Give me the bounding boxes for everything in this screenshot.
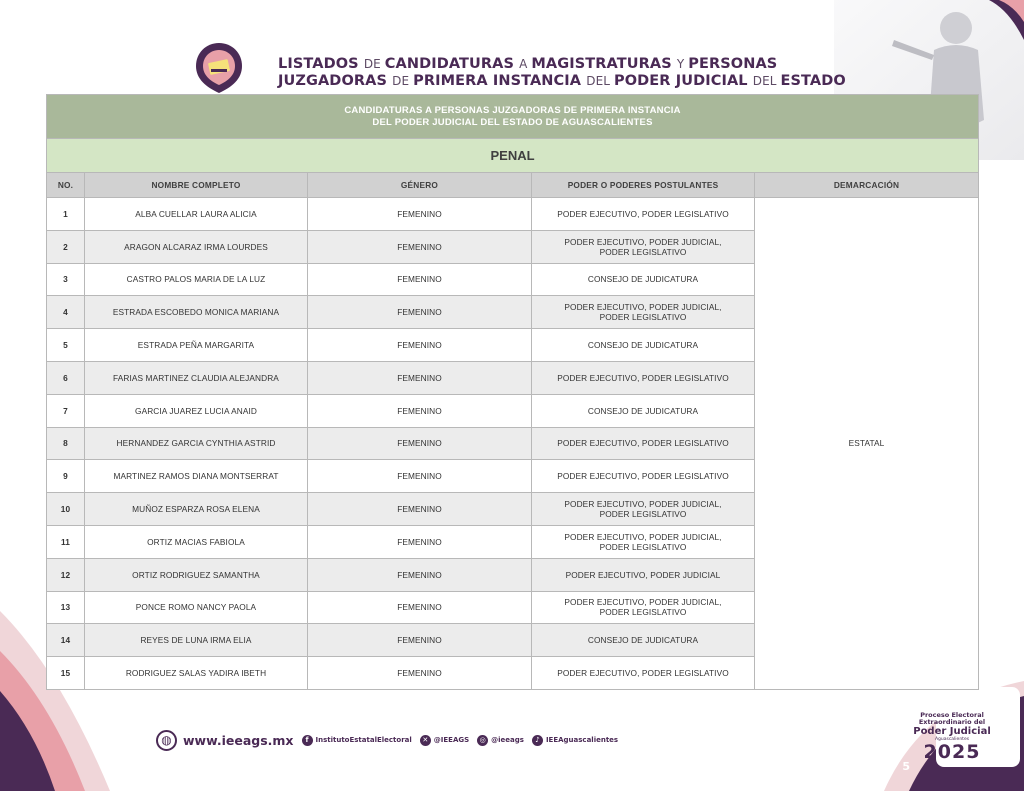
- cell-genero: FEMENINO: [308, 624, 532, 657]
- cell-genero: FEMENINO: [308, 361, 532, 394]
- cell-genero: FEMENINO: [308, 657, 532, 690]
- title-word: MAGISTRATURAS: [531, 56, 677, 72]
- cell-genero: FEMENINO: [308, 427, 532, 460]
- globe-icon: ◍: [156, 730, 177, 751]
- cell-poder: PODER EJECUTIVO, PODER LEGISLATIVO: [532, 657, 755, 690]
- cell-genero: FEMENINO: [308, 230, 532, 263]
- badge-line3: Poder Judicial: [913, 726, 991, 737]
- cell-no: 5: [47, 329, 85, 362]
- title-word: Y: [676, 57, 689, 71]
- table-title-line2: DEL PODER JUDICIAL DEL ESTADO DE AGUASCALIENTES: [372, 116, 653, 128]
- social-handle: @IEEAGS: [433, 736, 470, 744]
- table-body: [47, 198, 979, 690]
- cell-nombre: ARAGON ALCARAZ IRMA LOURDES: [85, 230, 308, 263]
- election-badge: [908, 712, 996, 762]
- tiktok-icon: ♪: [532, 735, 543, 746]
- cell-poder: CONSEJO DE JUDICATURA: [532, 394, 755, 427]
- tiktok-link[interactable]: [532, 735, 618, 746]
- cell-genero: FEMENINO: [308, 198, 532, 231]
- cell-poder: PODER EJECUTIVO, PODER LEGISLATIVO: [532, 198, 755, 231]
- cell-genero: FEMENINO: [308, 493, 532, 526]
- cell-no: 7: [47, 394, 85, 427]
- cell-genero: FEMENINO: [308, 591, 532, 624]
- cell-genero: FEMENINO: [308, 525, 532, 558]
- badge-line4: Aguascalientes: [934, 737, 970, 742]
- cell-poder: PODER EJECUTIVO, PODER JUDICIAL, PODER LEGISLATIVO: [532, 493, 755, 526]
- footer-contacts: [156, 728, 626, 752]
- badge-year: 2025: [923, 741, 981, 763]
- cell-poder: PODER EJECUTIVO, PODER LEGISLATIVO: [532, 460, 755, 493]
- badge-line2: Extraordinario del: [918, 718, 986, 726]
- page-title-line2: [278, 72, 878, 89]
- cell-no: 2: [47, 230, 85, 263]
- cell-no: 4: [47, 296, 85, 329]
- cell-no: 14: [47, 624, 85, 657]
- ieeags-logo: [194, 41, 244, 95]
- cell-nombre: MARTINEZ RAMOS DIANA MONTSERRAT: [85, 460, 308, 493]
- social-handle: IEEAguascalientes: [545, 736, 619, 744]
- column-header-no: NO.: [47, 173, 85, 198]
- cell-genero: FEMENINO: [308, 394, 532, 427]
- cell-nombre: MUÑOZ ESPARZA ROSA ELENA: [85, 493, 308, 526]
- cell-no: 8: [47, 427, 85, 460]
- page-title-line1: [278, 55, 878, 72]
- cell-demarcacion: ESTATAL: [755, 198, 979, 690]
- cell-poder: PODER EJECUTIVO, PODER LEGISLATIVO: [532, 361, 755, 394]
- cell-no: 1: [47, 198, 85, 231]
- column-header-genero: GÉNERO: [308, 173, 532, 198]
- cell-poder: PODER EJECUTIVO, PODER LEGISLATIVO: [532, 427, 755, 460]
- cell-poder: PODER EJECUTIVO, PODER JUDICIAL, PODER LEGISLATIVO: [532, 591, 755, 624]
- cell-nombre: HERNANDEZ GARCIA CYNTHIA ASTRID: [85, 427, 308, 460]
- table-title-line1: CANDIDATURAS A PERSONAS JUZGADORAS DE PRIMERA INSTANCIA: [344, 104, 681, 116]
- cell-no: 10: [47, 493, 85, 526]
- title-word: A: [519, 57, 532, 71]
- cell-no: 9: [47, 460, 85, 493]
- title-word: DE: [363, 57, 385, 71]
- cell-nombre: RODRIGUEZ SALAS YADIRA IBETH: [85, 657, 308, 690]
- x-link[interactable]: [420, 735, 469, 746]
- section-row: [47, 139, 979, 173]
- cell-genero: FEMENINO: [308, 296, 532, 329]
- social-handle: @ieeags: [491, 736, 524, 744]
- cell-nombre: ESTRADA ESCOBEDO MONICA MARIANA: [85, 296, 308, 329]
- cell-no: 15: [47, 657, 85, 690]
- cell-nombre: FARIAS MARTINEZ CLAUDIA ALEJANDRA: [85, 361, 308, 394]
- website-link[interactable]: [156, 730, 294, 751]
- cell-genero: FEMENINO: [308, 558, 532, 591]
- cell-genero: FEMENINO: [308, 263, 532, 296]
- instagram-icon: ◎: [477, 735, 488, 746]
- cell-poder: PODER EJECUTIVO, PODER JUDICIAL, PODER LEGISLATIVO: [532, 230, 755, 263]
- cell-poder: CONSEJO DE JUDICATURA: [532, 329, 755, 362]
- cell-poder: PODER EJECUTIVO, PODER JUDICIAL, PODER LEGISLATIVO: [532, 525, 755, 558]
- table-title: [47, 95, 979, 139]
- column-header-poder: PODER O PODERES POSTULANTES: [532, 173, 755, 198]
- cell-genero: FEMENINO: [308, 460, 532, 493]
- title-word: DE: [392, 74, 414, 88]
- website-text: www.ieeags.mx: [183, 732, 294, 748]
- page-title: [278, 55, 878, 89]
- cell-nombre: PONCE ROMO NANCY PAOLA: [85, 591, 308, 624]
- title-word: PRIMERA INSTANCIA: [413, 73, 587, 89]
- badge-line1: Proceso Electoral: [920, 711, 984, 719]
- cell-poder: PODER EJECUTIVO, PODER JUDICIAL, PODER LEGISLATIVO: [532, 296, 755, 329]
- title-word: CANDIDATURAS: [384, 56, 520, 72]
- title-word: JUZGADORAS: [278, 73, 393, 89]
- title-word: LISTADOS: [278, 56, 364, 72]
- cell-no: 13: [47, 591, 85, 624]
- x-icon: ✕: [420, 735, 431, 746]
- social-handle: InstitutoEstatalElectoral: [315, 736, 412, 744]
- table-row: [47, 198, 979, 231]
- cell-no: 12: [47, 558, 85, 591]
- cell-no: 6: [47, 361, 85, 394]
- cell-nombre: GARCIA JUAREZ LUCIA ANAID: [85, 394, 308, 427]
- cell-poder: CONSEJO DE JUDICATURA: [532, 624, 755, 657]
- instagram-link[interactable]: [477, 735, 524, 746]
- cell-nombre: CASTRO PALOS MARIA DE LA LUZ: [85, 263, 308, 296]
- column-header-demarcacion: DEMARCACIÓN: [755, 173, 979, 198]
- cell-nombre: ALBA CUELLAR LAURA ALICIA: [85, 198, 308, 231]
- column-header-row: [47, 173, 979, 198]
- cell-nombre: ORTIZ MACIAS FABIOLA: [85, 525, 308, 558]
- table-title-row: [47, 95, 979, 139]
- cell-no: 3: [47, 263, 85, 296]
- title-word: ESTADO: [780, 73, 846, 89]
- title-word: PERSONAS: [688, 56, 778, 72]
- cell-poder: CONSEJO DE JUDICATURA: [532, 263, 755, 296]
- cell-poder: PODER EJECUTIVO, PODER JUDICIAL: [532, 558, 755, 591]
- cell-no: 11: [47, 525, 85, 558]
- title-word: DEL: [586, 74, 614, 88]
- column-header-nombre: NOMBRE COMPLETO: [85, 173, 308, 198]
- facebook-link[interactable]: [302, 735, 412, 746]
- social-links: [302, 735, 627, 746]
- page-number: 5: [902, 760, 910, 773]
- cell-nombre: ORTIZ RODRIGUEZ SAMANTHA: [85, 558, 308, 591]
- facebook-icon: f: [302, 735, 313, 746]
- candidates-table: [46, 94, 979, 690]
- cell-nombre: REYES DE LUNA IRMA ELIA: [85, 624, 308, 657]
- cell-nombre: ESTRADA PEÑA MARGARITA: [85, 329, 308, 362]
- title-word: PODER JUDICIAL: [614, 73, 753, 89]
- cell-genero: FEMENINO: [308, 329, 532, 362]
- title-word: DEL: [752, 74, 781, 88]
- section-title: PENAL: [47, 139, 979, 173]
